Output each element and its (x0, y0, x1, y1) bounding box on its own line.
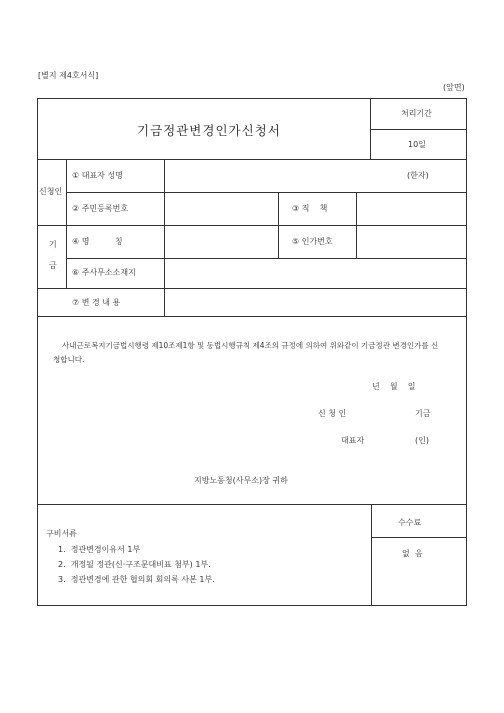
resident-number-label: ② 주민등록번호 (72, 204, 129, 213)
divider (370, 129, 467, 130)
fund-group-label-2: 금 (49, 261, 57, 270)
change-content-label: ⑦ 변 경 내 용 (72, 298, 121, 307)
applicant-line-value: 기금 (415, 409, 431, 418)
fund-name-field[interactable] (165, 226, 278, 258)
page-side-label: (앞면) (443, 83, 465, 92)
divider (278, 225, 279, 258)
addressee: 지방노동청(사무소)장 귀하 (194, 476, 288, 485)
position-label: ③ 직 책 (292, 204, 328, 213)
document-item: 3. 정관변경에 관한 협의회 회의록 사본 1부. (58, 575, 215, 584)
fund-group-label-1: 기 (49, 240, 57, 249)
representative-line-label: 대표자 (341, 436, 365, 445)
seal-mark: (인) (415, 436, 429, 445)
divider (38, 504, 467, 505)
approval-number-field[interactable] (357, 226, 467, 258)
processing-period-label: 처리기간 (401, 109, 432, 118)
applicant-name-field[interactable] (356, 405, 411, 421)
processing-period-value: 10일 (408, 140, 426, 149)
applicant-group-label: 신청인 (39, 187, 63, 196)
position-field[interactable] (357, 193, 467, 225)
date-line: 년 월 일 (372, 382, 416, 391)
applicant-line-label: 신 청 인 (318, 409, 347, 418)
office-address-label: ⑥ 주사무소소재지 (72, 268, 136, 277)
approval-number-label: ⑤ 인가번호 (292, 237, 333, 246)
divider (371, 504, 372, 606)
form-number: [별지 제4호서식] (38, 71, 99, 80)
office-address-field[interactable] (165, 259, 467, 288)
divider (278, 192, 279, 225)
fee-value: 없 음 (402, 549, 423, 558)
fund-name-label: ④ 명 칭 (72, 237, 123, 246)
resident-number-field[interactable] (165, 193, 278, 225)
hanja-label: (한자) (407, 171, 429, 180)
fee-label: 수수료 (398, 518, 422, 527)
divider (38, 316, 467, 317)
required-documents-title: 구비서류 (46, 529, 77, 538)
application-form (37, 98, 467, 606)
change-content-field[interactable] (165, 289, 467, 316)
representative-name-label: ① 대표자 성명 (72, 171, 123, 180)
document-item: 1. 정관변경이유서 1부 (58, 545, 141, 554)
divider (371, 537, 467, 538)
document-item: 2. 개정될 정관(신·구조문대비표 첨부) 1부. (58, 560, 211, 569)
divider (66, 159, 67, 288)
form-title: 기금정관변경인가신청서 (137, 123, 281, 138)
application-statement: 사내근로복지기금법시행령 제10조제1항 및 동법시행규칙 제4조의 규정에 의하여 위와같이 기금정관 변경인가를 신청합니다. (53, 341, 439, 364)
